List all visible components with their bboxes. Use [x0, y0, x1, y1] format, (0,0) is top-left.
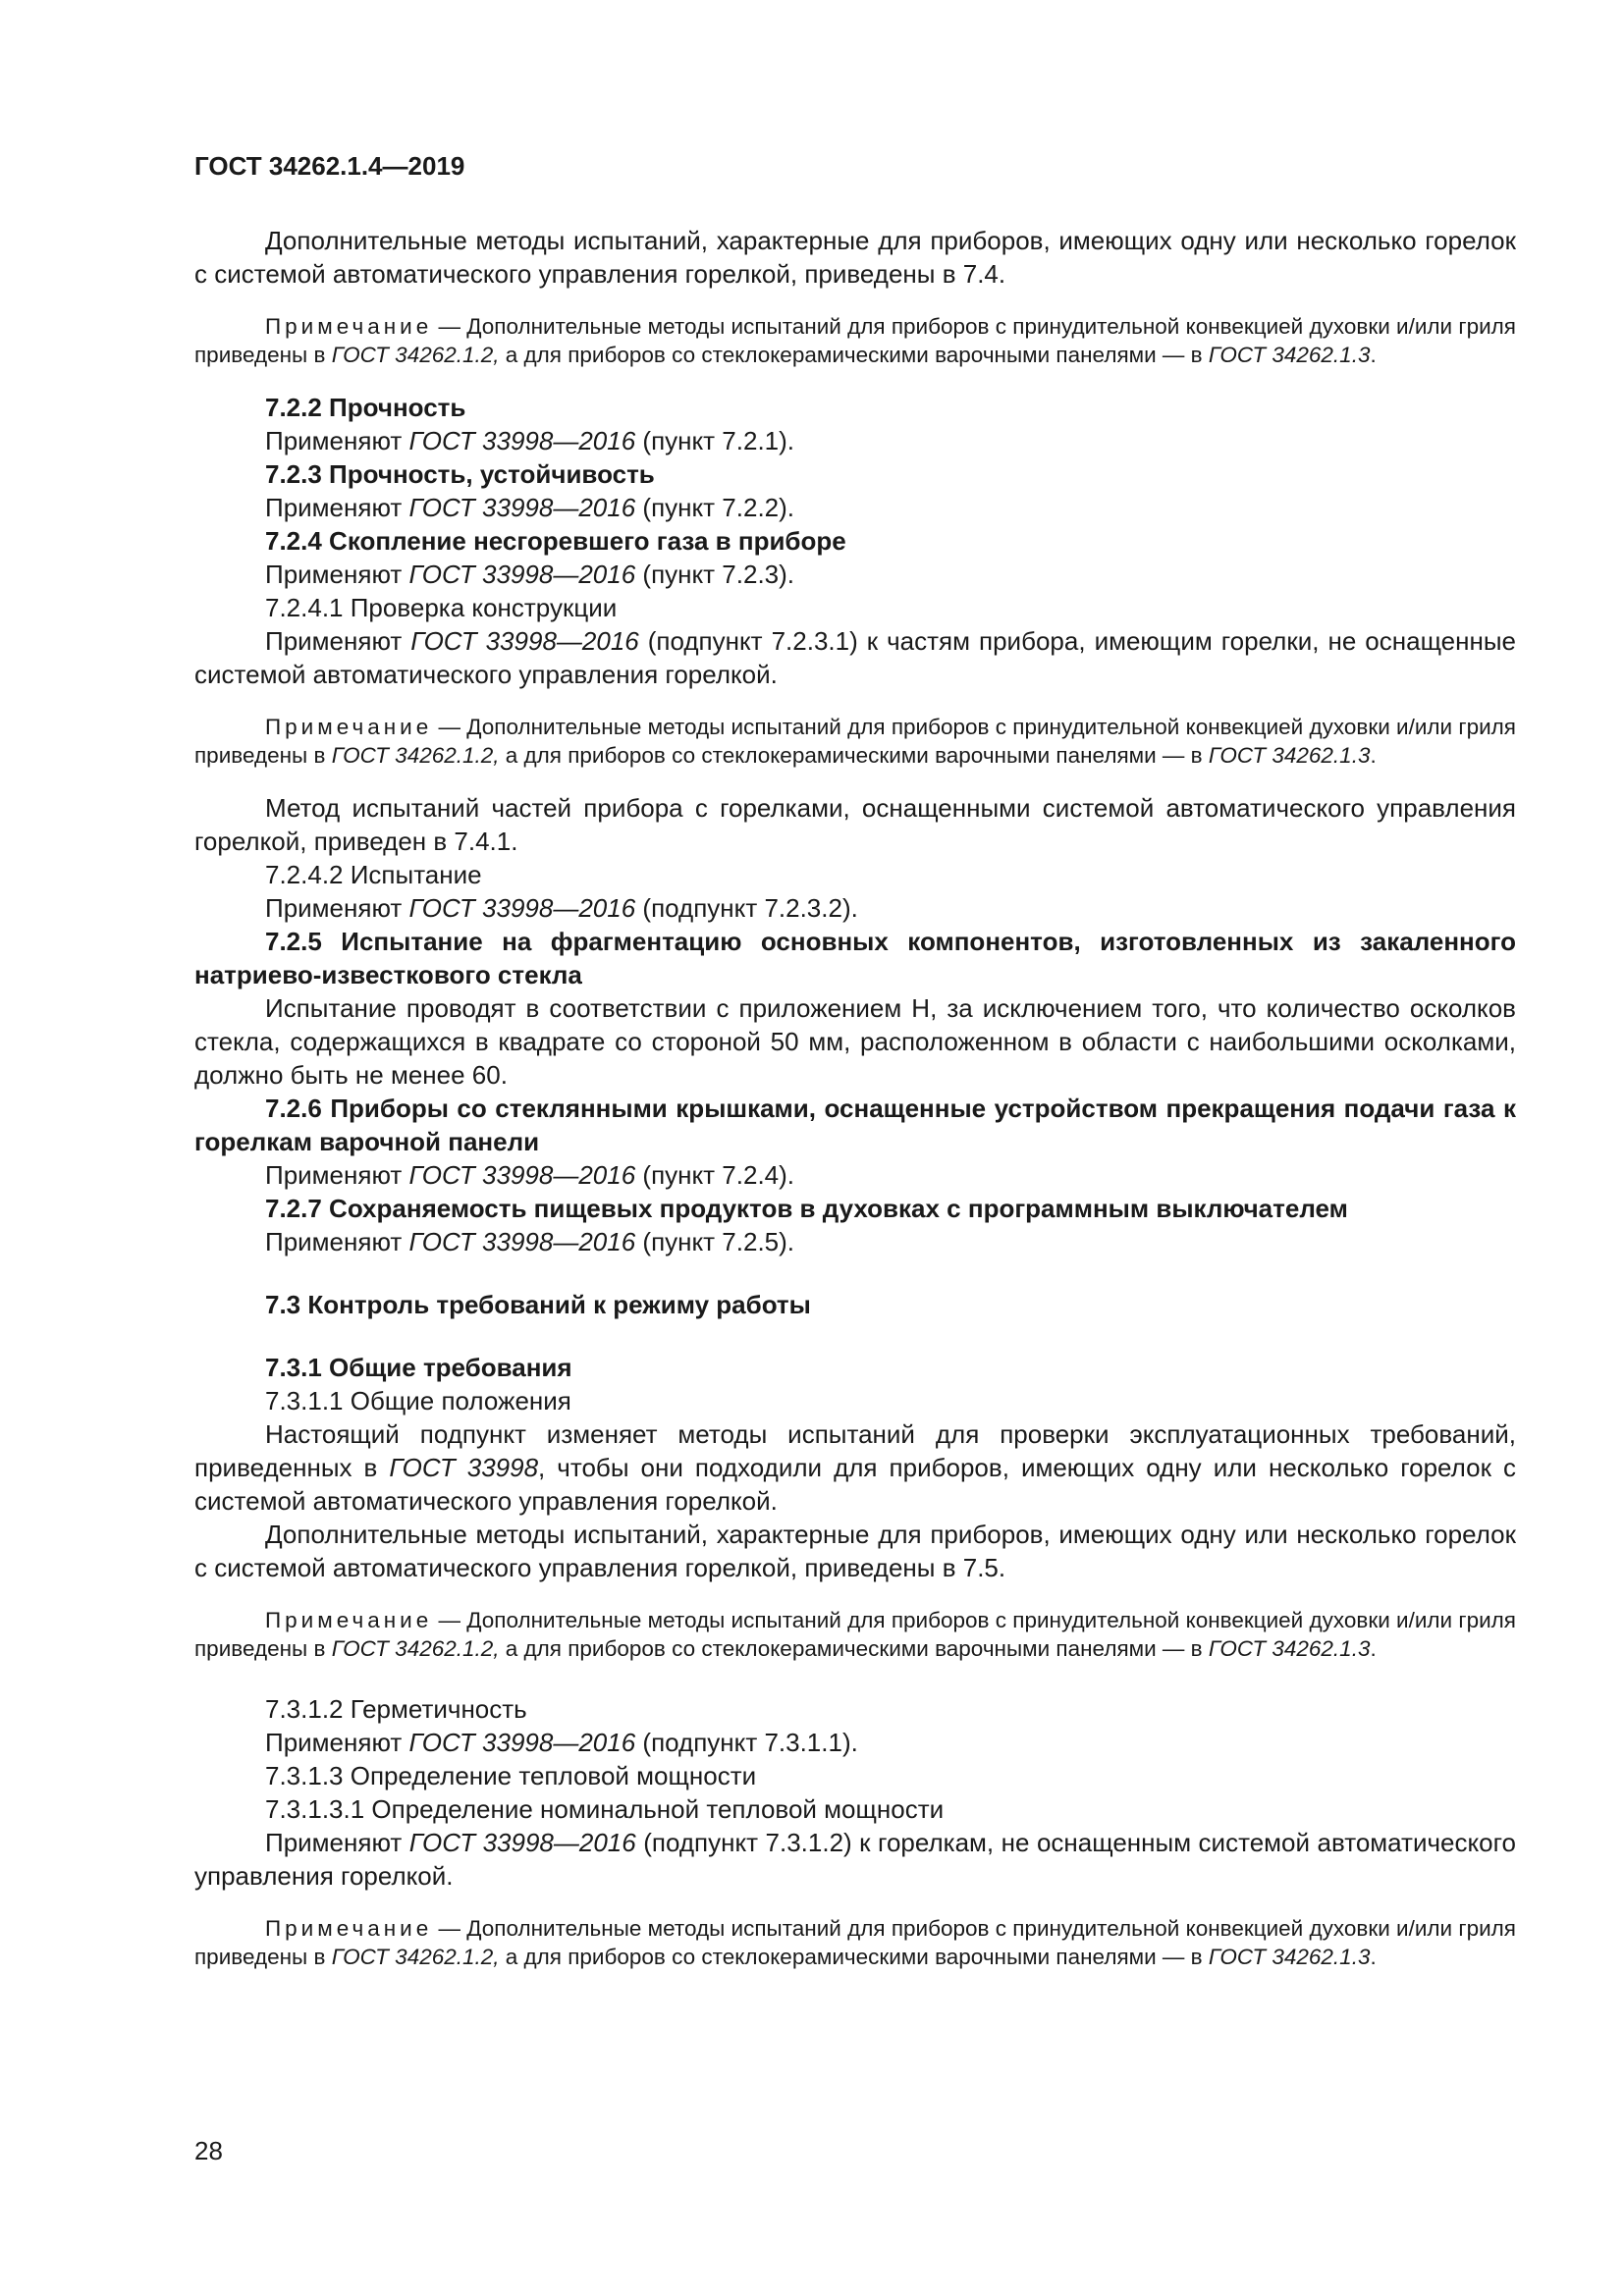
paragraph: Применяют ГОСТ 33998—2016 (пункт 7.2.1).	[265, 426, 795, 455]
gost-reference: ГОСТ 34262.1.2,	[331, 743, 500, 768]
page-number: 28	[194, 2136, 223, 2165]
section-heading-7-2-6: 7.2.6 Приборы со стеклянными крышками, оснащенные устройством прекращения подачи газа к горелкам варочной панели	[194, 1094, 1516, 1156]
subsection-heading-7-3-1-2: 7.3.1.2 Герметичность	[265, 1694, 527, 1724]
paragraph: Испытание проводят в соответствии с приложением Н, за исключением того, что количество осколков стекла, содержащихся в квадрате со стороной 50 мм, расположенном в области с наибольшими осколками, должно быть не менее 60.	[194, 993, 1516, 1090]
paragraph: Применяют ГОСТ 33998—2016 (пункт 7.2.3).	[265, 560, 795, 589]
subsection-heading-7-3-1-3: 7.3.1.3 Определение тепловой мощности	[265, 1761, 757, 1790]
subsection-heading-7-2-4-2: 7.2.4.2 Испытание	[265, 860, 482, 889]
section-heading-7-2-4: 7.2.4 Скопление несгоревшего газа в приборе	[265, 526, 846, 556]
section-heading-7-3: 7.3 Контроль требований к режиму работы	[265, 1290, 811, 1319]
note-label: Примечание	[265, 1916, 433, 1941]
gost-reference: ГОСТ 33998—2016	[408, 1828, 636, 1857]
gost-reference: ГОСТ 33998	[389, 1453, 539, 1482]
section-heading-7-2-2: 7.2.2 Прочность	[265, 393, 466, 422]
gost-reference: ГОСТ 34262.1.3	[1208, 1945, 1371, 1969]
gost-reference: ГОСТ 33998—2016	[408, 893, 636, 923]
paragraph: Дополнительные методы испытаний, характерные для приборов, имеющих одну или несколько горелок с системой автоматического управления горелкой, приведены в 7.5.	[194, 1520, 1516, 1582]
gost-reference: ГОСТ 33998—2016	[408, 1160, 636, 1190]
subsection-heading-7-2-4-1: 7.2.4.1 Проверка конструкции	[265, 593, 618, 622]
document-body	[194, 224, 1516, 1971]
gost-reference: ГОСТ 34262.1.3	[1208, 1636, 1371, 1661]
section-heading-7-3-1: 7.3.1 Общие требования	[265, 1353, 572, 1382]
gost-reference: ГОСТ 33998—2016	[408, 1227, 636, 1256]
note: Примечание — Дополнительные методы испытаний для приборов с принудительной конвекцией духовки и/или гриля приведены в ГОСТ 34262.1.2, а для приборов со стеклокерамическими варочными панелями — в ГОСТ 34262.1.3.	[194, 314, 1516, 367]
section-heading-7-2-5: 7.2.5 Испытание на фрагментацию основных компонентов, изготовленных из закаленного натриево-известкового стекла	[194, 927, 1516, 989]
gost-reference: ГОСТ 34262.1.3	[1208, 743, 1371, 768]
note: Примечание — Дополнительные методы испытаний для приборов с принудительной конвекцией духовки и/или гриля приведены в ГОСТ 34262.1.2, а для приборов со стеклокерамическими варочными панелями — в ГОСТ 34262.1.3.	[194, 715, 1516, 768]
paragraph: Применяют ГОСТ 33998—2016 (подпункт 7.3.1.2) к горелкам, не оснащенным системой автоматического управления горелкой.	[194, 1828, 1516, 1891]
gost-reference: ГОСТ 33998—2016	[410, 626, 639, 656]
paragraph: Настоящий подпункт изменяет методы испытаний для проверки эксплуатационных требований, приведенных в ГОСТ 33998, чтобы они подходили для приборов, имеющих одну или несколько горелок с системой автоматического управления горелкой.	[194, 1419, 1516, 1516]
gost-reference: ГОСТ 34262.1.2,	[331, 1945, 500, 1969]
gost-reference: ГОСТ 33998—2016	[408, 560, 636, 589]
paragraph: Применяют ГОСТ 33998—2016 (пункт 7.2.4).	[265, 1160, 795, 1190]
paragraph: Применяют ГОСТ 33998—2016 (подпункт 7.2.3.1) к частям прибора, имеющим горелки, не оснащенные системой автоматического управления горелкой.	[194, 626, 1516, 689]
section-heading-7-2-7: 7.2.7 Сохраняемость пищевых продуктов в духовках с программным выключателем	[265, 1194, 1348, 1223]
note-label: Примечание	[265, 1608, 433, 1632]
page-header: ГОСТ 34262.1.4—2019	[194, 151, 465, 181]
subsection-heading-7-3-1-1: 7.3.1.1 Общие положения	[265, 1386, 571, 1415]
gost-reference: ГОСТ 34262.1.2,	[331, 343, 500, 367]
section-heading-7-2-3: 7.2.3 Прочность, устойчивость	[265, 459, 655, 489]
paragraph: Применяют ГОСТ 33998—2016 (пункт 7.2.5).	[265, 1227, 795, 1256]
subsection-heading-7-3-1-3-1: 7.3.1.3.1 Определение номинальной тепловой мощности	[265, 1794, 945, 1824]
paragraph: Применяют ГОСТ 33998—2016 (пункт 7.2.2).	[265, 493, 795, 522]
gost-reference: ГОСТ 33998—2016	[408, 426, 636, 455]
note: Примечание — Дополнительные методы испытаний для приборов с принудительной конвекцией духовки и/или гриля приведены в ГОСТ 34262.1.2, а для приборов со стеклокерамическими варочными панелями — в ГОСТ 34262.1.3.	[194, 1916, 1516, 1969]
paragraph: Метод испытаний частей прибора с горелками, оснащенными системой автоматического управления горелкой, приведен в 7.4.1.	[194, 793, 1516, 856]
gost-reference: ГОСТ 34262.1.2,	[331, 1636, 500, 1661]
gost-reference: ГОСТ 33998—2016	[408, 493, 636, 522]
note-label: Примечание	[265, 314, 433, 339]
gost-reference: ГОСТ 34262.1.3	[1208, 343, 1371, 367]
note-label: Примечание	[265, 715, 433, 739]
paragraph: Дополнительные методы испытаний, характерные для приборов, имеющих одну или несколько горелок с системой автоматического управления горелкой, приведены в 7.4.	[194, 226, 1516, 289]
paragraph: Применяют ГОСТ 33998—2016 (подпункт 7.3.1.1).	[265, 1728, 858, 1757]
note: Примечание — Дополнительные методы испытаний для приборов с принудительной конвекцией духовки и/или гриля приведены в ГОСТ 34262.1.2, а для приборов со стеклокерамическими варочными панелями — в ГОСТ 34262.1.3.	[194, 1608, 1516, 1661]
paragraph: Применяют ГОСТ 33998—2016 (подпункт 7.2.3.2).	[265, 893, 858, 923]
gost-reference: ГОСТ 33998—2016	[408, 1728, 636, 1757]
